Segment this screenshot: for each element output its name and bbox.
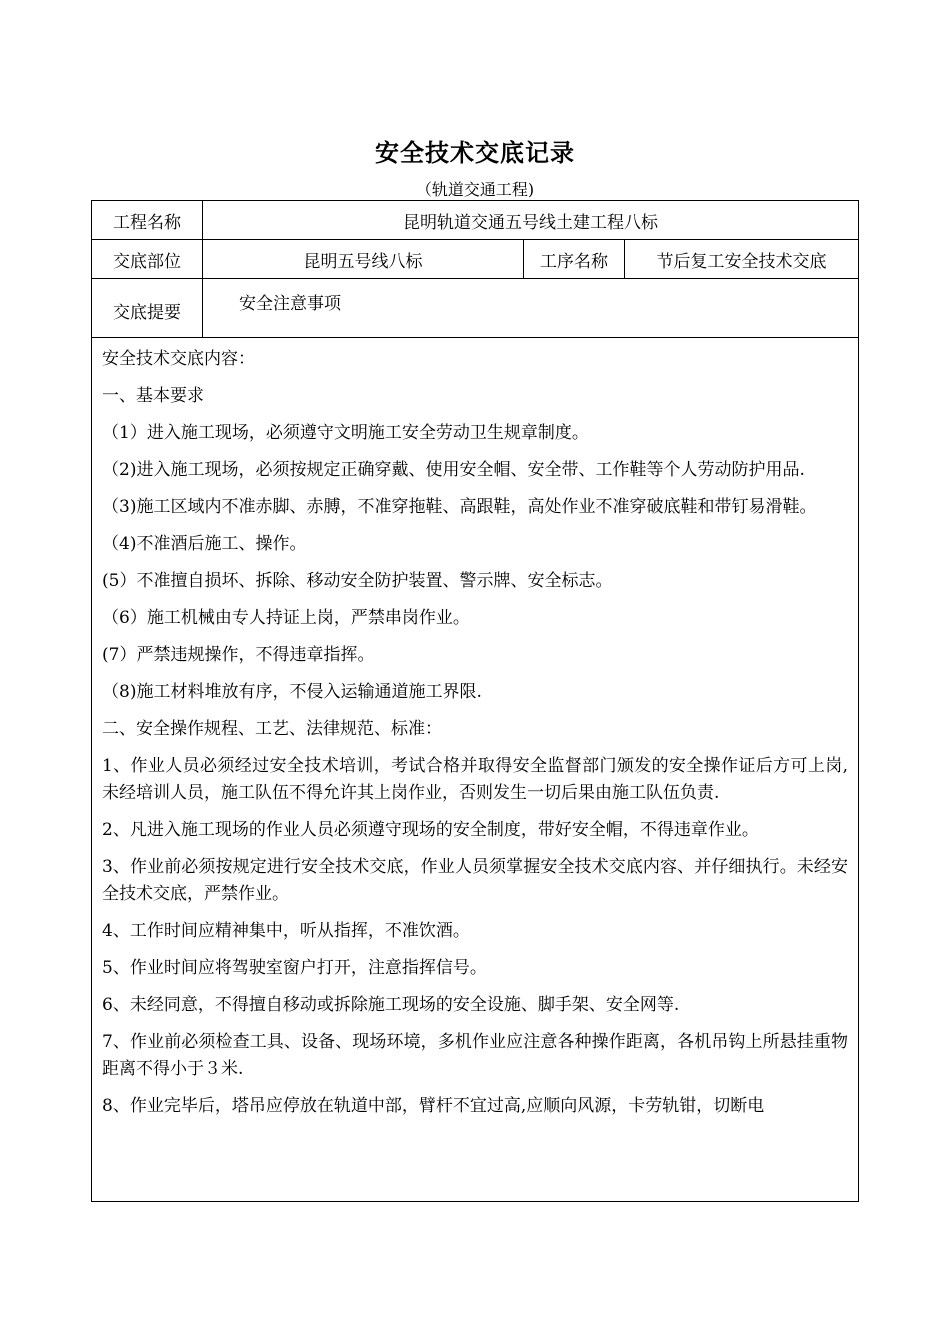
content-paragraph: （8)施工材料堆放有序，不侵入运输通道施工界限.: [102, 682, 482, 702]
disclosure-content: [92, 338, 859, 1202]
content-paragraph: 5、作业时间应将驾驶室窗户打开，注意指挥信号。: [102, 958, 487, 978]
content-paragraph: （4)不准酒后施工、操作。: [102, 534, 307, 554]
content-paragraph: (7）严禁违规操作，不得违章指挥。: [102, 645, 375, 665]
content-paragraph: 8、作业完毕后，塔吊应停放在轨道中部，臂杆不宜过高,应顺向风源，卡劳轨钳，切断电: [102, 1096, 765, 1116]
location-label: 交底部位: [92, 240, 203, 279]
location-value: 昆明五号线八标: [203, 240, 524, 279]
project-name-value: 昆明轨道交通五号线土建工程八标: [203, 201, 859, 240]
process-value: 节后复工安全技术交底: [625, 240, 859, 279]
location-row: [92, 240, 859, 279]
content-paragraph: （2)进入施工现场，必须按规定正确穿戴、使用安全帽、安全带、工作鞋等个人劳动防护用品.: [102, 460, 805, 480]
document-subtitle: （轨道交通工程): [415, 180, 535, 199]
summary-value: 安全注意事项: [203, 279, 859, 338]
content-paragraph: 2、凡进入施工现场的作业人员必须遵守现场的安全制度，带好安全帽，不得违章作业。: [102, 820, 759, 840]
summary-label: 交底提要: [92, 279, 203, 338]
section-heading-procedures: 二、安全操作规程、工艺、法律规范、标准：: [102, 719, 442, 739]
content-paragraph: （3)施工区域内不准赤脚、赤膊，不准穿拖鞋、高跟鞋，高处作业不准穿破底鞋和带钉易滑鞋。: [102, 497, 817, 517]
process-label: 工序名称: [524, 240, 625, 279]
content-paragraph: 1、作业人员必须经过安全技术培训，考试合格并取得安全监督部门颁发的安全操作证后方可上岗,未经培训人员，施工队伍不得允许其上岗作业，否则发生一切后果由施工队伍负责.: [102, 756, 849, 803]
content-heading: 安全技术交底内容：: [102, 349, 255, 369]
document-title: 安全技术交底记录: [375, 138, 575, 167]
content-paragraph: （1）进入施工现场，必须遵守文明施工安全劳动卫生规章制度。: [102, 423, 589, 443]
project-name-label: 工程名称: [92, 201, 203, 240]
summary-row: [92, 279, 859, 338]
content-paragraph: 3、作业前必须按规定进行安全技术交底，作业人员须掌握安全技术交底内容、并仔细执行。未经安全技术交底，严禁作业。: [102, 857, 849, 904]
content-paragraph: 4、工作时间应精神集中，听从指挥，不准饮酒。: [102, 921, 470, 941]
section-heading-basic: 一、基本要求: [102, 386, 204, 406]
content-row: [92, 338, 859, 1202]
disclosure-form-table: [91, 200, 859, 1202]
content-paragraph: (5）不准擅自损坏、拆除、移动安全防护装置、警示牌、安全标志。: [102, 571, 613, 591]
project-row: [92, 201, 859, 240]
content-paragraph: 6、未经同意，不得擅自移动或拆除施工现场的安全设施、脚手架、安全网等.: [102, 995, 680, 1015]
content-paragraph: （6）施工机械由专人持证上岗，严禁串岗作业。: [102, 608, 470, 628]
content-paragraph: 7、作业前必须检查工具、设备、现场环境，多机作业应注意各种操作距离，各机吊钩上所悬挂重物距离不得小于３米.: [102, 1032, 849, 1079]
